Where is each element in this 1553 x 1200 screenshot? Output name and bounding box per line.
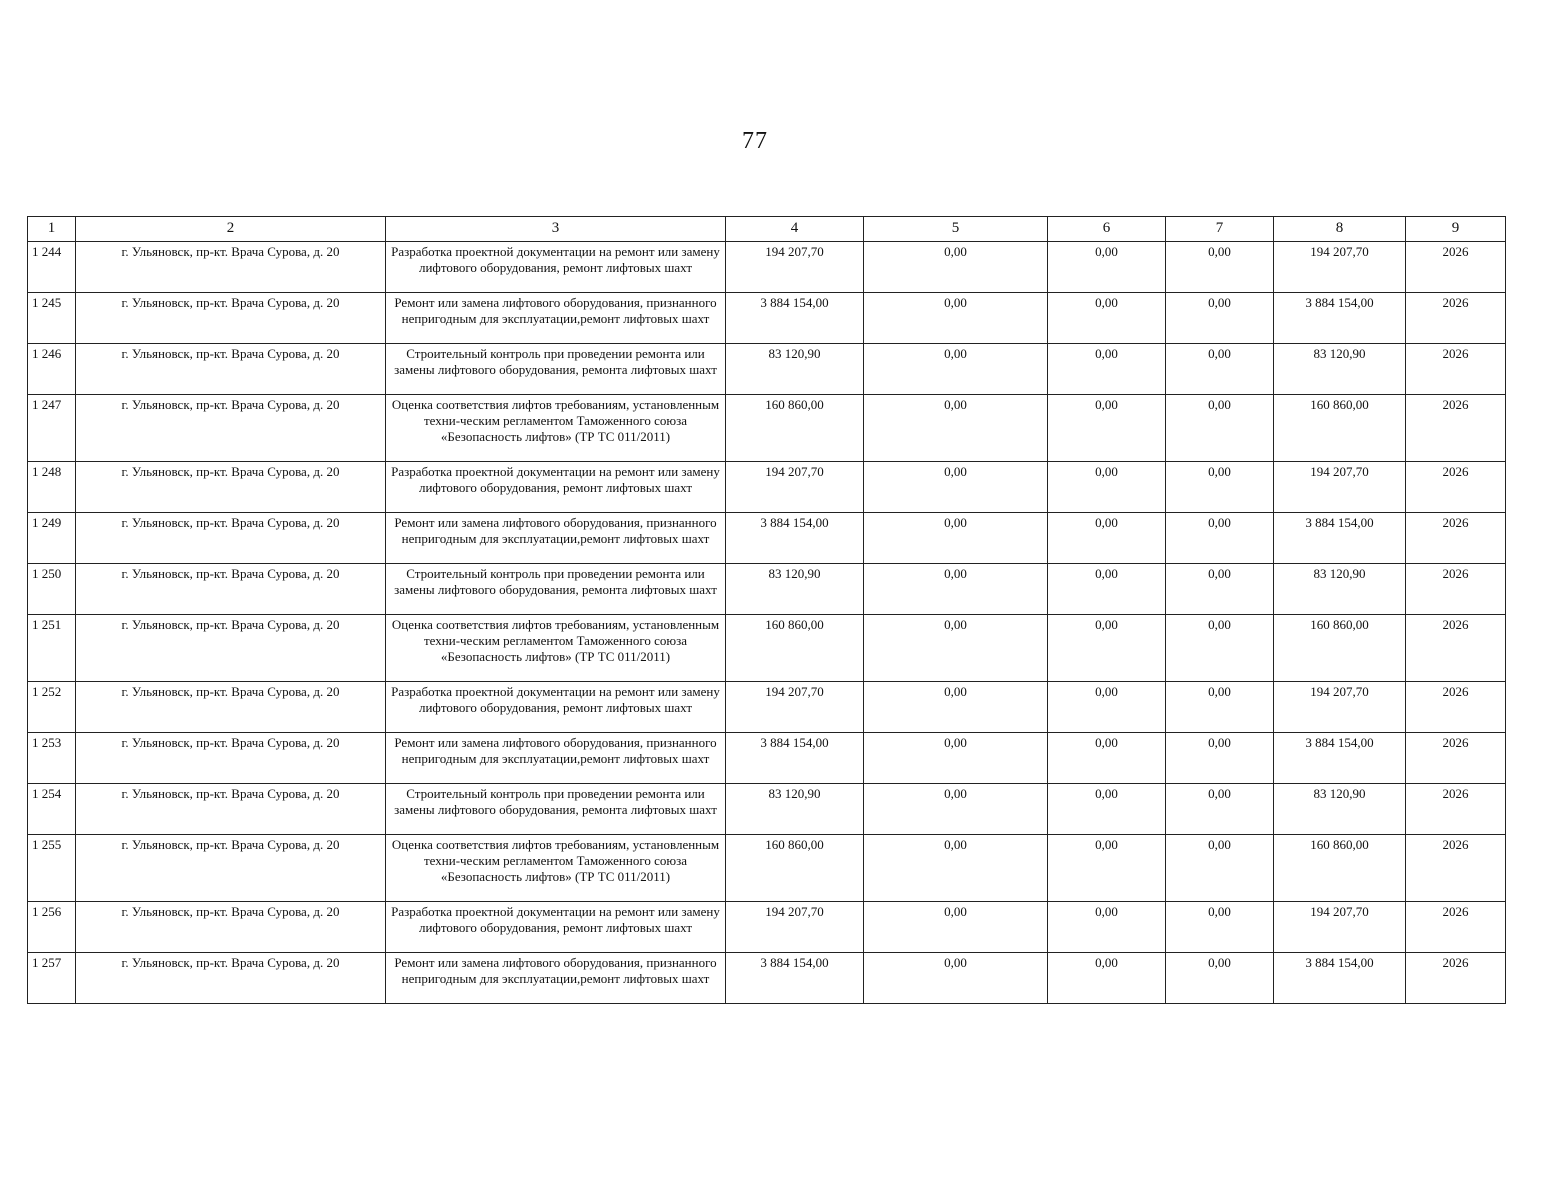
column-6-value-cell: 0,00 <box>1048 784 1166 835</box>
column-header-8: 8 <box>1274 217 1406 242</box>
column-6-value-cell: 0,00 <box>1048 344 1166 395</box>
column-8-value-cell: 3 884 154,00 <box>1274 953 1406 1004</box>
column-4-value-cell: 83 120,90 <box>726 784 864 835</box>
year-cell: 2026 <box>1406 293 1506 344</box>
column-4-value-cell: 83 120,90 <box>726 344 864 395</box>
work-description-cell: Ремонт или замена лифтового оборудования, признанного непригодным для эксплуатации,ремонт лифтовых шахт <box>386 293 726 344</box>
column-header-2: 2 <box>76 217 386 242</box>
column-5-value-cell: 0,00 <box>864 513 1048 564</box>
column-8-value-cell: 194 207,70 <box>1274 462 1406 513</box>
work-description-cell: Ремонт или замена лифтового оборудования, признанного непригодным для эксплуатации,ремонт лифтовых шахт <box>386 513 726 564</box>
year-cell: 2026 <box>1406 513 1506 564</box>
address-cell: г. Ульяновск, пр-кт. Врача Сурова, д. 20 <box>76 513 386 564</box>
column-7-value-cell: 0,00 <box>1166 953 1274 1004</box>
work-description-cell: Оценка соответствия лифтов требованиям, установленным техни-ческим регламентом Таможенного союза «Безопасность лифтов» (ТР ТС 011/2011) <box>386 615 726 682</box>
work-description-cell: Разработка проектной документации на ремонт или замену лифтового оборудования, ремонт лифтовых шахт <box>386 682 726 733</box>
table-row <box>28 902 1506 953</box>
row-number-cell: 1 255 <box>28 835 76 902</box>
column-header-9: 9 <box>1406 217 1506 242</box>
row-number-cell: 1 246 <box>28 344 76 395</box>
column-7-value-cell: 0,00 <box>1166 293 1274 344</box>
column-8-value-cell: 3 884 154,00 <box>1274 513 1406 564</box>
column-8-value-cell: 160 860,00 <box>1274 835 1406 902</box>
address-cell: г. Ульяновск, пр-кт. Врача Сурова, д. 20 <box>76 344 386 395</box>
column-5-value-cell: 0,00 <box>864 953 1048 1004</box>
column-5-value-cell: 0,00 <box>864 733 1048 784</box>
table-row <box>28 615 1506 682</box>
address-cell: г. Ульяновск, пр-кт. Врача Сурова, д. 20 <box>76 835 386 902</box>
column-7-value-cell: 0,00 <box>1166 242 1274 293</box>
year-cell: 2026 <box>1406 462 1506 513</box>
column-8-value-cell: 194 207,70 <box>1274 682 1406 733</box>
table-row <box>28 462 1506 513</box>
column-5-value-cell: 0,00 <box>864 615 1048 682</box>
year-cell: 2026 <box>1406 835 1506 902</box>
column-7-value-cell: 0,00 <box>1166 344 1274 395</box>
column-8-value-cell: 83 120,90 <box>1274 344 1406 395</box>
year-cell: 2026 <box>1406 242 1506 293</box>
table-header-row <box>28 217 1506 242</box>
column-7-value-cell: 0,00 <box>1166 462 1274 513</box>
column-header-7: 7 <box>1166 217 1274 242</box>
table-row <box>28 733 1506 784</box>
column-5-value-cell: 0,00 <box>864 344 1048 395</box>
work-description-cell: Оценка соответствия лифтов требованиям, установленным техни-ческим регламентом Таможенного союза «Безопасность лифтов» (ТР ТС 011/2011) <box>386 395 726 462</box>
column-8-value-cell: 194 207,70 <box>1274 902 1406 953</box>
column-4-value-cell: 3 884 154,00 <box>726 293 864 344</box>
row-number-cell: 1 257 <box>28 953 76 1004</box>
column-header-1: 1 <box>28 217 76 242</box>
row-number-cell: 1 249 <box>28 513 76 564</box>
table-body <box>28 242 1506 1004</box>
column-8-value-cell: 194 207,70 <box>1274 242 1406 293</box>
work-description-cell: Строительный контроль при проведении ремонта или замены лифтового оборудования, ремонта лифтовых шахт <box>386 784 726 835</box>
column-8-value-cell: 3 884 154,00 <box>1274 733 1406 784</box>
address-cell: г. Ульяновск, пр-кт. Врача Сурова, д. 20 <box>76 395 386 462</box>
column-header-4: 4 <box>726 217 864 242</box>
row-number-cell: 1 245 <box>28 293 76 344</box>
column-8-value-cell: 160 860,00 <box>1274 615 1406 682</box>
address-cell: г. Ульяновск, пр-кт. Врача Сурова, д. 20 <box>76 682 386 733</box>
year-cell: 2026 <box>1406 902 1506 953</box>
column-6-value-cell: 0,00 <box>1048 902 1166 953</box>
column-6-value-cell: 0,00 <box>1048 835 1166 902</box>
column-8-value-cell: 3 884 154,00 <box>1274 293 1406 344</box>
row-number-cell: 1 248 <box>28 462 76 513</box>
column-5-value-cell: 0,00 <box>864 784 1048 835</box>
table-row <box>28 293 1506 344</box>
column-5-value-cell: 0,00 <box>864 902 1048 953</box>
column-6-value-cell: 0,00 <box>1048 615 1166 682</box>
column-7-value-cell: 0,00 <box>1166 784 1274 835</box>
year-cell: 2026 <box>1406 953 1506 1004</box>
row-number-cell: 1 253 <box>28 733 76 784</box>
column-5-value-cell: 0,00 <box>864 242 1048 293</box>
column-6-value-cell: 0,00 <box>1048 953 1166 1004</box>
column-7-value-cell: 0,00 <box>1166 835 1274 902</box>
column-5-value-cell: 0,00 <box>864 682 1048 733</box>
column-7-value-cell: 0,00 <box>1166 615 1274 682</box>
work-description-cell: Разработка проектной документации на ремонт или замену лифтового оборудования, ремонт лифтовых шахт <box>386 242 726 293</box>
work-description-cell: Ремонт или замена лифтового оборудования, признанного непригодным для эксплуатации,ремонт лифтовых шахт <box>386 733 726 784</box>
table-row <box>28 395 1506 462</box>
year-cell: 2026 <box>1406 784 1506 835</box>
column-6-value-cell: 0,00 <box>1048 395 1166 462</box>
work-description-cell: Строительный контроль при проведении ремонта или замены лифтового оборудования, ремонта лифтовых шахт <box>386 564 726 615</box>
column-4-value-cell: 194 207,70 <box>726 902 864 953</box>
year-cell: 2026 <box>1406 682 1506 733</box>
page-number: 77 <box>742 128 768 154</box>
column-header-5: 5 <box>864 217 1048 242</box>
column-8-value-cell: 83 120,90 <box>1274 784 1406 835</box>
address-cell: г. Ульяновск, пр-кт. Врача Сурова, д. 20 <box>76 953 386 1004</box>
column-5-value-cell: 0,00 <box>864 293 1048 344</box>
row-number-cell: 1 247 <box>28 395 76 462</box>
address-cell: г. Ульяновск, пр-кт. Врача Сурова, д. 20 <box>76 784 386 835</box>
column-7-value-cell: 0,00 <box>1166 733 1274 784</box>
table-row <box>28 513 1506 564</box>
column-7-value-cell: 0,00 <box>1166 513 1274 564</box>
column-7-value-cell: 0,00 <box>1166 395 1274 462</box>
work-schedule-table <box>27 216 1506 1004</box>
row-number-cell: 1 251 <box>28 615 76 682</box>
address-cell: г. Ульяновск, пр-кт. Врача Сурова, д. 20 <box>76 293 386 344</box>
year-cell: 2026 <box>1406 564 1506 615</box>
table-row <box>28 682 1506 733</box>
column-7-value-cell: 0,00 <box>1166 564 1274 615</box>
column-7-value-cell: 0,00 <box>1166 682 1274 733</box>
column-5-value-cell: 0,00 <box>864 564 1048 615</box>
column-4-value-cell: 3 884 154,00 <box>726 953 864 1004</box>
column-4-value-cell: 194 207,70 <box>726 682 864 733</box>
column-4-value-cell: 3 884 154,00 <box>726 513 864 564</box>
column-4-value-cell: 194 207,70 <box>726 242 864 293</box>
table-row <box>28 953 1506 1004</box>
table-row <box>28 564 1506 615</box>
table-row <box>28 784 1506 835</box>
column-8-value-cell: 160 860,00 <box>1274 395 1406 462</box>
column-6-value-cell: 0,00 <box>1048 513 1166 564</box>
address-cell: г. Ульяновск, пр-кт. Врача Сурова, д. 20 <box>76 733 386 784</box>
address-cell: г. Ульяновск, пр-кт. Врача Сурова, д. 20 <box>76 462 386 513</box>
column-7-value-cell: 0,00 <box>1166 902 1274 953</box>
column-4-value-cell: 160 860,00 <box>726 615 864 682</box>
year-cell: 2026 <box>1406 733 1506 784</box>
year-cell: 2026 <box>1406 395 1506 462</box>
column-4-value-cell: 3 884 154,00 <box>726 733 864 784</box>
address-cell: г. Ульяновск, пр-кт. Врача Сурова, д. 20 <box>76 615 386 682</box>
row-number-cell: 1 244 <box>28 242 76 293</box>
row-number-cell: 1 256 <box>28 902 76 953</box>
column-header-3: 3 <box>386 217 726 242</box>
work-description-cell: Оценка соответствия лифтов требованиям, установленным техни-ческим регламентом Таможенного союза «Безопасность лифтов» (ТР ТС 011/2011) <box>386 835 726 902</box>
address-cell: г. Ульяновск, пр-кт. Врача Сурова, д. 20 <box>76 564 386 615</box>
column-6-value-cell: 0,00 <box>1048 733 1166 784</box>
column-6-value-cell: 0,00 <box>1048 462 1166 513</box>
work-description-cell: Ремонт или замена лифтового оборудования, признанного непригодным для эксплуатации,ремонт лифтовых шахт <box>386 953 726 1004</box>
column-8-value-cell: 83 120,90 <box>1274 564 1406 615</box>
table-row <box>28 344 1506 395</box>
work-description-cell: Разработка проектной документации на ремонт или замену лифтового оборудования, ремонт лифтовых шахт <box>386 902 726 953</box>
column-5-value-cell: 0,00 <box>864 395 1048 462</box>
year-cell: 2026 <box>1406 344 1506 395</box>
address-cell: г. Ульяновск, пр-кт. Врача Сурова, д. 20 <box>76 902 386 953</box>
work-description-cell: Разработка проектной документации на ремонт или замену лифтового оборудования, ремонт лифтовых шахт <box>386 462 726 513</box>
column-6-value-cell: 0,00 <box>1048 564 1166 615</box>
row-number-cell: 1 254 <box>28 784 76 835</box>
column-6-value-cell: 0,00 <box>1048 682 1166 733</box>
column-6-value-cell: 0,00 <box>1048 293 1166 344</box>
column-4-value-cell: 160 860,00 <box>726 395 864 462</box>
column-header-6: 6 <box>1048 217 1166 242</box>
column-4-value-cell: 194 207,70 <box>726 462 864 513</box>
address-cell: г. Ульяновск, пр-кт. Врача Сурова, д. 20 <box>76 242 386 293</box>
table-row <box>28 242 1506 293</box>
column-5-value-cell: 0,00 <box>864 835 1048 902</box>
row-number-cell: 1 250 <box>28 564 76 615</box>
year-cell: 2026 <box>1406 615 1506 682</box>
row-number-cell: 1 252 <box>28 682 76 733</box>
column-4-value-cell: 160 860,00 <box>726 835 864 902</box>
column-5-value-cell: 0,00 <box>864 462 1048 513</box>
column-6-value-cell: 0,00 <box>1048 242 1166 293</box>
table-row <box>28 835 1506 902</box>
column-4-value-cell: 83 120,90 <box>726 564 864 615</box>
work-description-cell: Строительный контроль при проведении ремонта или замены лифтового оборудования, ремонта лифтовых шахт <box>386 344 726 395</box>
